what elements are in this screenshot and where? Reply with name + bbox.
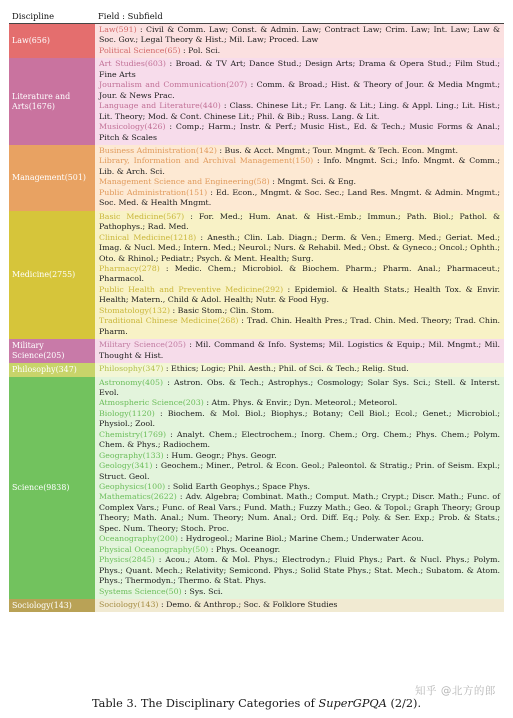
- field-name: Systems Science(50): [99, 586, 182, 596]
- subfield-list: : Bus. & Acct. Mngmt.; Tour. Mngmt. & Tech. Econ. Mngmt.: [216, 145, 458, 155]
- field-name: Mathematics(2622): [99, 492, 177, 502]
- discipline-cell: Medicine(2755): [9, 211, 95, 339]
- field-cell: [95, 363, 504, 376]
- discipline-cell: Literature and Arts(1676): [9, 58, 95, 145]
- field-name: Physical Oceanography(50): [99, 544, 209, 554]
- field-name: Public Health and Preventive Medicine(292): [99, 284, 284, 294]
- subfield-list: : For. Med.; Hum. Anat. & Hist.-Emb.; Immun.; Path. Biol.; Pathol. & Pathophys.; Rad. Med.: [99, 211, 500, 232]
- field-cell: [95, 58, 504, 145]
- field-entry: [99, 306, 500, 316]
- field-entry: [99, 316, 500, 337]
- field-entry: [99, 492, 500, 534]
- field-name: Basic Medicine(567): [99, 211, 185, 221]
- field-name: Oceanography(200): [99, 534, 178, 544]
- discipline-row: [9, 24, 504, 59]
- field-cell: [95, 24, 504, 59]
- field-entry: [99, 122, 500, 143]
- discipline-row: [9, 339, 504, 363]
- subfield-list: : Phys. Oceanogr.: [208, 544, 281, 554]
- field-entry: [99, 177, 500, 187]
- subfield-list: : Class. Chinese Lit.; Fr. Lang. & Lit.; Ling. & Appl. Ling.; Lit. Hist.; Lit. Theory; Mod. & Cont. Chinese Lit.; Phil. & Bib.; Russ. Lang. & Lit.: [99, 101, 500, 121]
- subfield-list: : Epidemiol. & Health Stats.; Health Tox. & Envir. Health; Matern., Child & Adol. Health; Nutr. & Food Hyg.: [99, 284, 500, 305]
- discipline-cell: Law(656): [9, 24, 95, 59]
- subfield-list: : Sys. Sci.: [181, 586, 223, 596]
- field-entry: [99, 534, 500, 544]
- header-field-subfield: Field : Subfield: [95, 8, 504, 24]
- field-entry: [99, 364, 500, 374]
- subfield-list: : Biochem. & Mol. Biol.; Biophys.; Botany; Cell Biol.; Ecol.; Genet.; Microbiol.; Physiol.; Zool.: [99, 408, 500, 429]
- field-name: Geography(133): [99, 450, 164, 460]
- subfield-list: : Info. Mngmt. Sci.; Info. Mngmt. & Comm.; Lib. & Arch. Sci.: [99, 156, 500, 176]
- subfield-list: : Hum. Geogr.; Phys. Geogr.: [163, 450, 277, 460]
- subfield-list: : Geochem.; Miner., Petrol. & Econ. Geol.; Paleontol. & Stratig.; Prin. of Seism. Expl.; Struct. Geol.: [99, 461, 500, 481]
- subfield-list: : Adv. Algebra; Combinat. Math.; Comput. Math.; Crypt.; Discr. Math.; Func. of Complex Vars.; Func. of Real Vars.; Fund. Math.; Fuzzy Math.; Geo. & Topol.; Graph Theory; Group Theory; Math. Anal.; Num. Theory; Num. Anal.; Ord. Diff. Eq.; Poly. & Ser. Exp.; Prob. & Stats.; Spec. Num. Theory; Stoch. Proc.: [99, 492, 500, 533]
- field-name: Sociology(143): [99, 600, 159, 610]
- field-entry: [99, 80, 500, 101]
- field-entry: [99, 101, 500, 122]
- field-cell: [95, 339, 504, 363]
- field-entry: [99, 430, 500, 451]
- field-entry: [99, 264, 500, 285]
- discipline-cell: Science(9838): [9, 377, 95, 600]
- field-entry: [99, 600, 500, 610]
- field-name: Library, Information and Archival Management(150): [99, 156, 314, 166]
- field-entry: [99, 146, 500, 156]
- field-entry: [99, 285, 500, 306]
- subfield-list: : Medic. Chem.; Microbiol. & Biochem. Pharm.; Pharm. Anal.; Pharmaceut.; Pharmacol.: [99, 263, 500, 284]
- watermark: 知乎 @北方的郎: [415, 685, 496, 697]
- discipline-row: [9, 58, 504, 145]
- field-name: Atmospheric Science(203): [99, 398, 204, 408]
- subfield-list: : Civil & Comm. Law; Const. & Admin. Law; Contract Law; Crim. Law; Int. Law; Law & Soc. Gov.; Legal Theory & Hist.; Mil. Law; Proced. Law: [99, 25, 500, 45]
- field-entry: [99, 25, 500, 46]
- discipline-row: [9, 211, 504, 339]
- field-entry: [99, 482, 500, 492]
- field-name: Traditional Chinese Medicine(268): [99, 316, 239, 326]
- field-entry: [99, 545, 500, 555]
- field-entry: [99, 156, 500, 177]
- field-name: Geophysics(100): [99, 482, 166, 492]
- discipline-cell: Military Science(205): [9, 339, 95, 363]
- field-entry: [99, 188, 500, 209]
- subfield-list: : Solid Earth Geophys.; Space Phys.: [165, 482, 310, 492]
- field-name: Chemistry(1769): [99, 429, 167, 439]
- subfield-list: : Mngmt. Sci. & Eng.: [269, 177, 357, 187]
- subfield-list: : Acou.; Atom. & Mol. Phys.; Electrodyn.; Fluid Phys.; Part. & Nucl. Phys.; Polym. Phys.; Quant. Mech.; Relativity; Semicond. Phys.; Solid State Phys.; Stat. Mech.; Subatom. & Atom. Phys.; Thermodyn.; Thermo. & Stat. Phys.: [99, 555, 500, 586]
- table-header-row: [9, 8, 504, 24]
- subfield-list: : Demo. & Anthrop.; Soc. & Folklore Studies: [158, 600, 338, 610]
- subfield-list: : Mil. Command & Info. Systems; Mil. Logistics & Equip.; Mil. Mngmt.; Mil. Thought & Hist.: [99, 340, 500, 360]
- field-name: Physics(2845): [99, 555, 155, 565]
- subfield-list: : Anesth.; Clin. Lab. Diagn.; Derm. & Ven.; Emerg. Med.; Geriat. Med.; Imag. & Nucl. Med.; Intern. Med.; Neurol.; Nurs. & Rehabil. Med.; Obst. & Gyneco.; Oncol.; Ophth.; Oto. & Rhinol.; Pediatr.; Psych. & Ment. Health; Surg.: [99, 232, 500, 263]
- subfield-list: : Trad. Chin. Health Pres.; Trad. Chin. Med. Theory; Trad. Chin. Pharm.: [99, 316, 500, 336]
- field-name: Art Studies(603): [99, 59, 166, 69]
- discipline-row: [9, 599, 504, 612]
- field-cell: [95, 211, 504, 339]
- discipline-cell: Sociology(143): [9, 599, 95, 612]
- field-entry: [99, 587, 500, 597]
- field-name: Pharmacy(278): [99, 263, 160, 273]
- field-entry: [99, 340, 500, 361]
- field-cell: [95, 599, 504, 612]
- discipline-row: [9, 363, 504, 376]
- table-caption: [0, 697, 513, 710]
- subfield-list: : Comp.; Harm.; Instr. & Perf.; Music Hist., Ed. & Tech.; Music Forms & Anal.; Pitch & Scales: [99, 122, 500, 142]
- field-name: Business Administration(142): [99, 145, 217, 155]
- field-cell: [95, 145, 504, 211]
- discipline-row: [9, 145, 504, 211]
- field-entry: [99, 233, 500, 264]
- subfield-list: : Ed. Econ., Mngmt. & Soc. Sec.; Land Res. Mngmt. & Admin. Mngmt.; Soc. Med. & Health Mngmt.: [99, 187, 500, 208]
- header-discipline: Discipline: [9, 8, 95, 24]
- subfield-list: : Broad. & TV Art; Dance Stud.; Design Arts; Drama & Opera Stud.; Film Stud.; Fine Arts: [99, 59, 500, 79]
- field-name: Geology(341): [99, 461, 153, 471]
- field-entry: [99, 409, 500, 430]
- field-name: Astronomy(405): [99, 377, 164, 387]
- discipline-table: [9, 8, 504, 612]
- subfield-list: : Analyt. Chem.; Electrochem.; Inorg. Chem.; Org. Chem.; Phys. Chem.; Polym. Chem. & Phys.; Radiochem.: [99, 429, 500, 450]
- field-entry: [99, 555, 500, 586]
- field-entry: [99, 461, 500, 482]
- caption-suffix: (2/2).: [386, 697, 422, 710]
- caption-emphasis: SuperGPQA: [318, 697, 387, 710]
- field-name: Management Science and Engineering(58): [99, 177, 270, 187]
- field-entry: [99, 398, 500, 408]
- subfield-list: : Atm. Phys. & Envir.; Dyn. Meteorol.; Meteorol.: [203, 398, 398, 408]
- field-name: Journalism and Communication(207): [99, 80, 248, 90]
- field-entry: [99, 451, 500, 461]
- field-name: Public Administration(151): [99, 187, 208, 197]
- subfield-list: : Basic Stom.; Clin. Stom.: [170, 305, 275, 315]
- field-name: Language and Literature(440): [99, 101, 221, 111]
- field-entry: [99, 378, 500, 399]
- field-name: Musicology(426): [99, 122, 166, 132]
- discipline-cell: Philosophy(347): [9, 363, 95, 376]
- subfield-list: : Pol. Sci.: [180, 45, 221, 55]
- subfield-list: : Ethics; Logic; Phil. Aesth.; Phil. of Sci. & Tech.; Relig. Stud.: [163, 364, 409, 374]
- discipline-row: [9, 377, 504, 600]
- field-cell: [95, 377, 504, 600]
- discipline-cell: Management(501): [9, 145, 95, 211]
- field-name: Philosophy(347): [99, 364, 164, 374]
- subfield-list: : Astron. Obs. & Tech.; Astrophys.; Cosmology; Solar Sys. Sci.; Stell. & Interst. Evol.: [99, 377, 500, 397]
- table-body: [9, 24, 504, 613]
- field-name: Clinical Medicine(1218): [99, 232, 197, 242]
- field-name: Military Science(205): [99, 340, 186, 350]
- caption-prefix: Table 3. The Disciplinary Categories of: [91, 697, 319, 710]
- field-name: Stomatology(132): [99, 305, 171, 315]
- field-name: Law(591): [99, 25, 137, 34]
- field-entry: [99, 212, 500, 233]
- subfield-list: : Hydrogeol.; Marine Biol.; Marine Chem.; Underwater Acou.: [177, 534, 424, 544]
- field-name: Biology(1120): [99, 408, 155, 418]
- field-entry: [99, 59, 500, 80]
- subfield-list: : Comm. & Broad.; Hist. & Theory of Jour. & Media Mngmt.; Jour. & News Prac.: [99, 80, 501, 100]
- field-entry: [99, 46, 500, 56]
- field-name: Political Science(65): [99, 45, 181, 55]
